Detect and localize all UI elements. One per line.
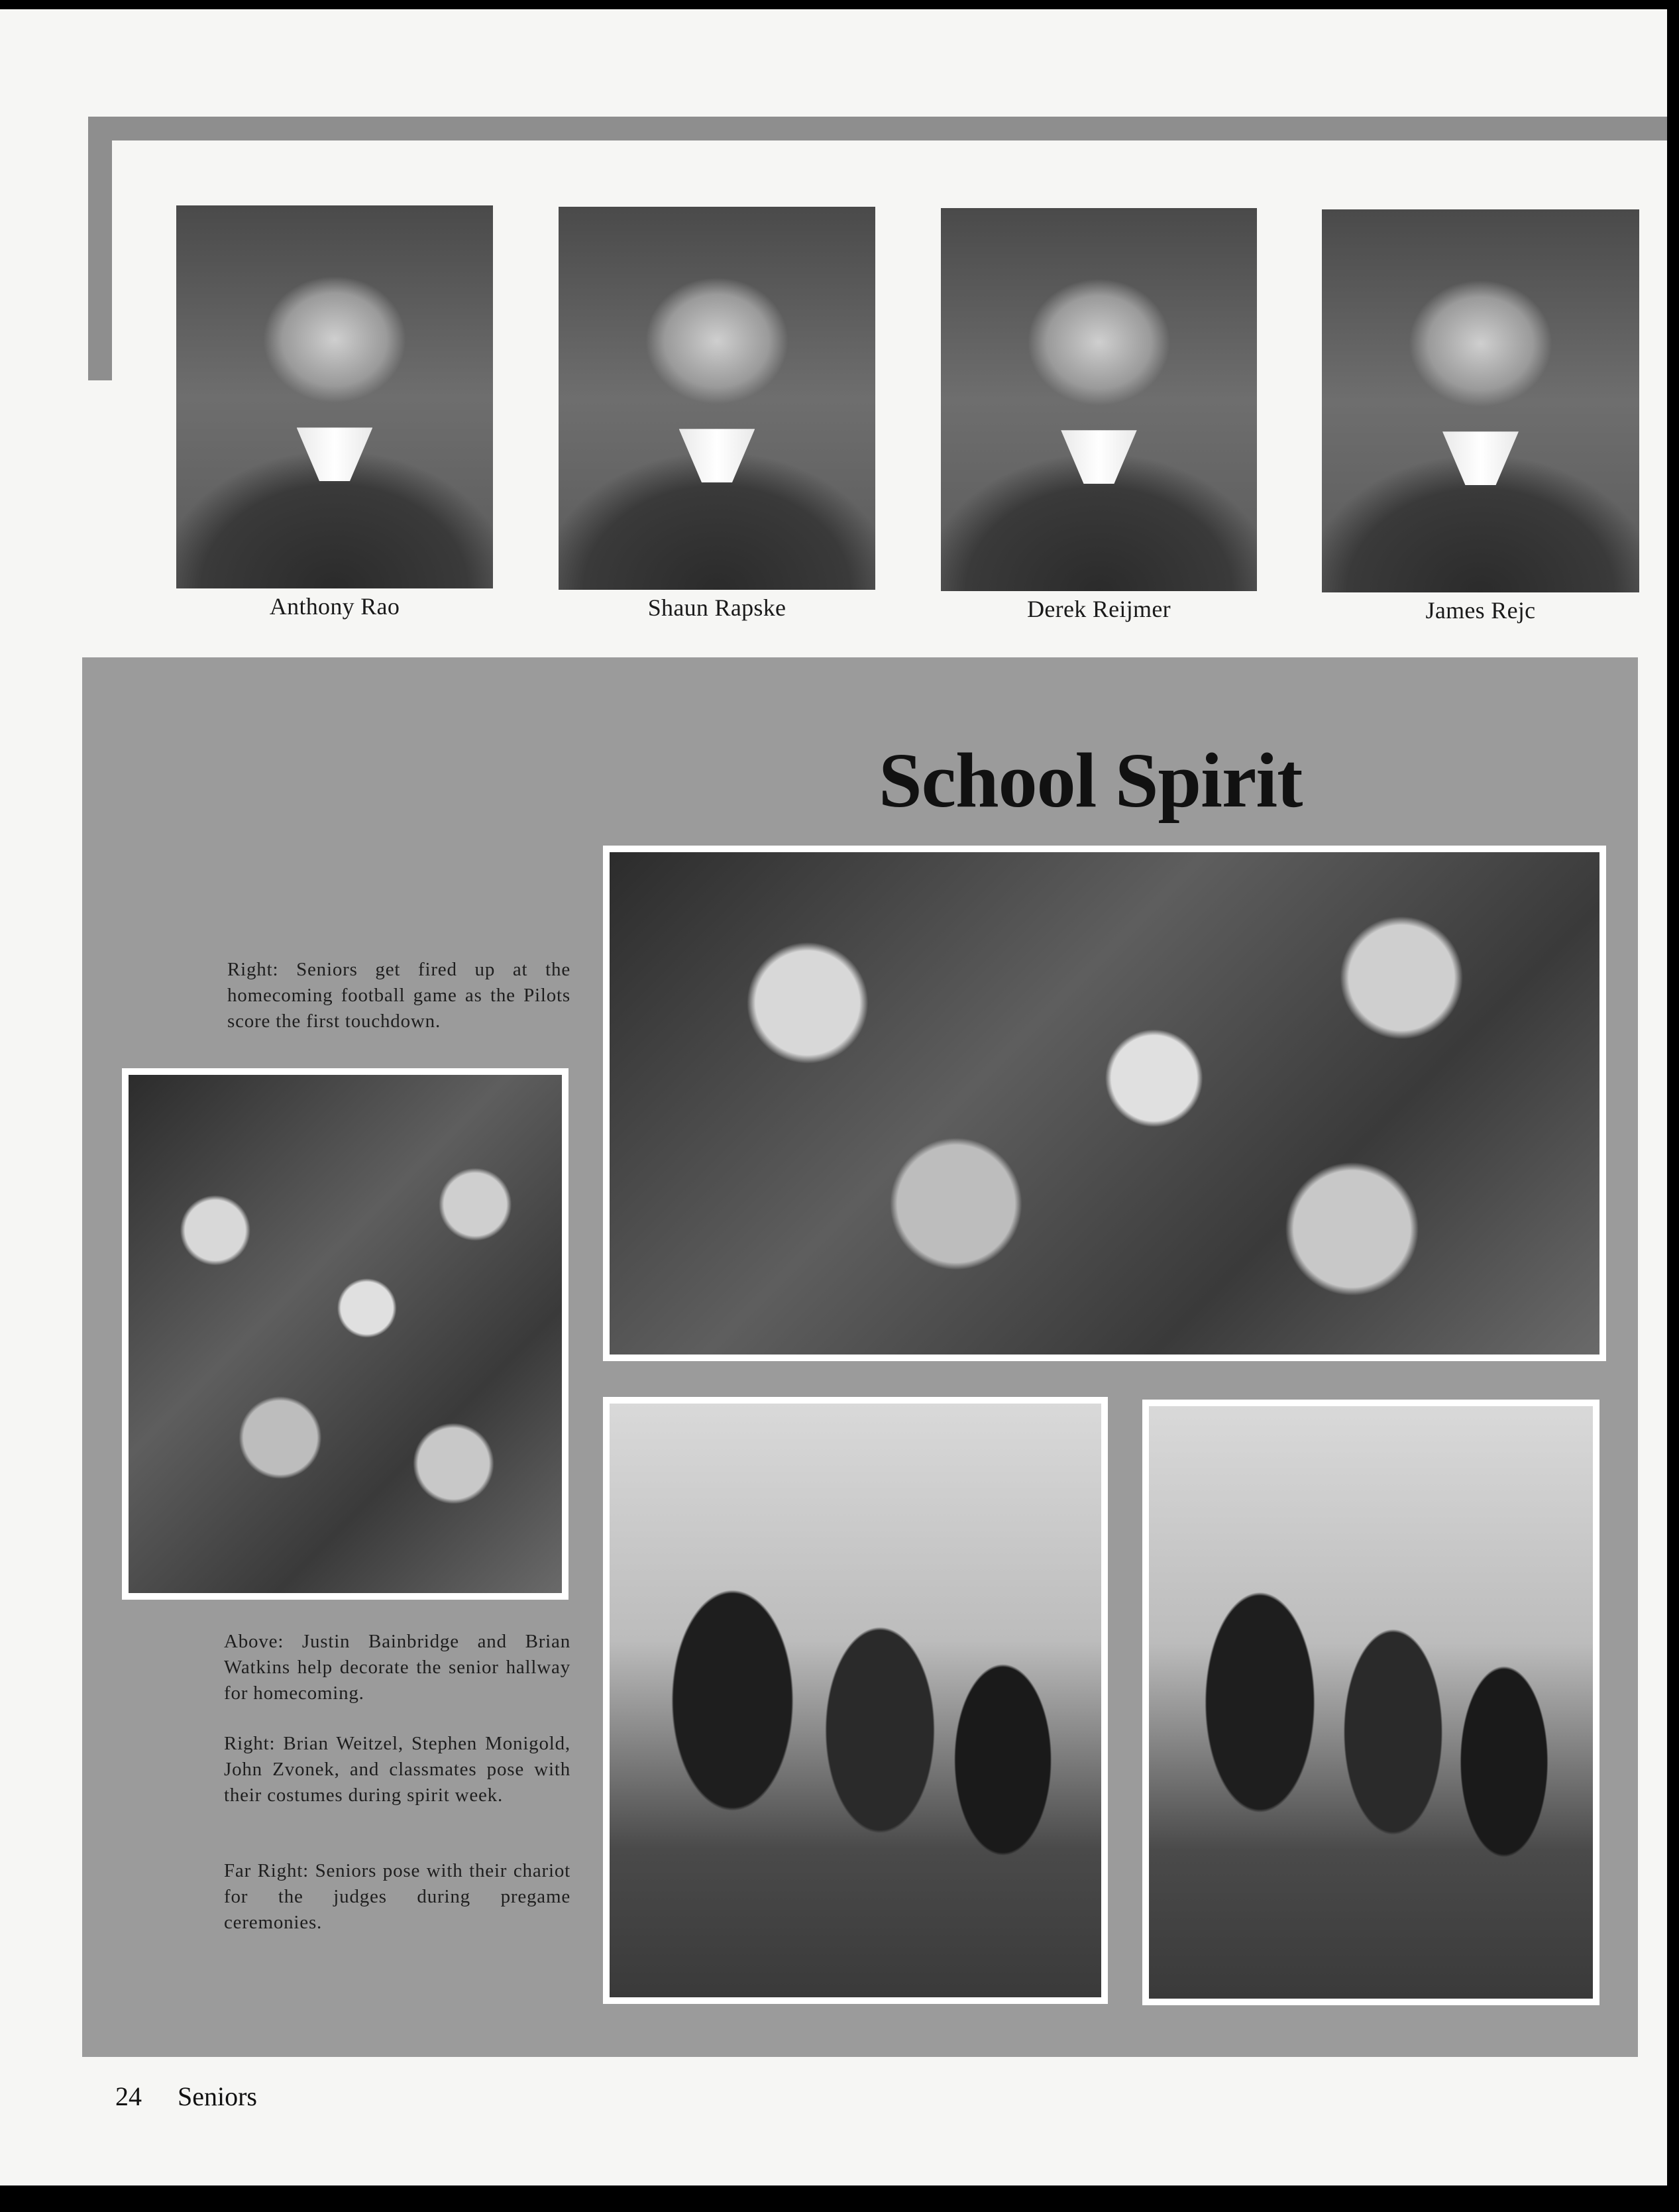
right-scan-border xyxy=(1667,0,1679,2212)
top-scan-border xyxy=(0,0,1679,9)
portrait-name-3: Derek Reijmer xyxy=(1027,596,1171,622)
collar-shape xyxy=(679,429,755,482)
caption-right-top: Right: Seniors get fired up at the homecoming football game as the Pilots score the first touchdown. xyxy=(227,959,570,1032)
collar-shape xyxy=(1442,431,1519,485)
portrait-photo-4 xyxy=(1322,209,1639,592)
corner-frame-left xyxy=(88,117,112,380)
caption-above: Above: Justin Bainbridge and Brian Watkins help decorate the senior hallway for homecoming. xyxy=(224,1631,570,1704)
photo-hallway-decorating xyxy=(122,1068,569,1600)
caption-far-right: Far Right: Seniors pose with their chariot for the judges during pregame ceremonies. xyxy=(224,1860,570,1933)
corner-frame-top xyxy=(88,117,1667,140)
section-title: School Spirit xyxy=(879,737,1303,824)
portrait-photo-3 xyxy=(941,208,1257,591)
photo-costumes xyxy=(603,1397,1108,2004)
section-label: Seniors xyxy=(178,2081,257,2111)
photo-cheering-crowd xyxy=(603,846,1606,1361)
collar-shape xyxy=(1061,430,1136,484)
caption-right-costumes: Right: Brian Weitzel, Stephen Monigold, John Zvonek, and classmates pose with their costumes during spirit week. xyxy=(224,1733,570,1806)
bottom-scan-border xyxy=(0,2185,1679,2212)
photo-chariot xyxy=(1142,1400,1599,2005)
portrait-photo-2 xyxy=(559,207,875,590)
collar-shape xyxy=(297,427,373,481)
portrait-name-2: Shaun Rapske xyxy=(647,594,786,621)
portrait-name-1: Anthony Rao xyxy=(269,593,400,620)
page-number: 24 xyxy=(115,2081,142,2111)
portrait-name-4: James Rejc xyxy=(1425,597,1536,624)
portrait-photo-1 xyxy=(176,205,493,588)
